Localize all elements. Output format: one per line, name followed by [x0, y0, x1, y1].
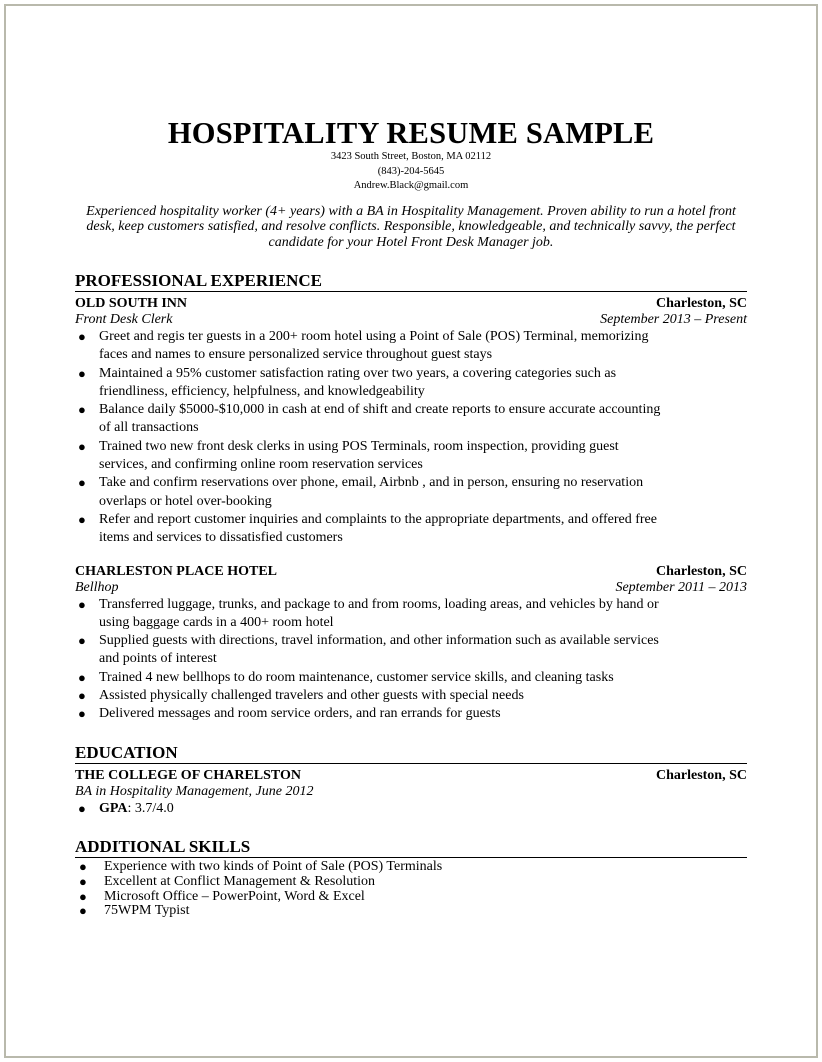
list-item: ● Refer and report customer inquiries and complaints to the appropriate departments, and offered free items and services to dissatisfied customers: [78, 511, 657, 546]
job-header: [75, 296, 747, 312]
list-item: ● Assisted physically challenged travelers and other guests with special needs: [99, 687, 747, 705]
bullet-icon: ●: [79, 903, 87, 919]
bullet-icon: ●: [78, 329, 86, 344]
job-bullets: [75, 596, 747, 724]
job-entry: [75, 296, 747, 548]
employer: OLD SOUTH INN: [75, 296, 188, 311]
education-section: [75, 744, 747, 818]
list-item: ● Transferred luggage, trunks, and package to and from rooms, loading areas, and vehicles by hand or using baggage cards in a 400+ room hotel: [78, 596, 659, 630]
school-location: Charleston, SC: [655, 767, 747, 783]
list-item: ● Delivered messages and room service orders, and ran errands for guests: [99, 705, 747, 723]
list-item: ● Balance daily $5000-$10,000 in cash at end of shift and create reports to ensure accurate accounting of all transactions: [78, 402, 661, 436]
bullet-icon: ●: [78, 800, 86, 816]
job-bullets: [75, 328, 747, 548]
bullet-icon: ●: [78, 402, 86, 418]
bullet-icon: ●: [79, 873, 87, 889]
job-role: Front Desk Clerk: [75, 312, 173, 327]
school-header: [75, 768, 747, 784]
job-header: [75, 564, 747, 580]
bullet-icon: ●: [78, 596, 86, 612]
school-name: THE COLLEGE OF CHARELSTON: [75, 767, 301, 783]
list-item: ● Trained two new front desk clerks in using POS Terminals, room inspection, providing guest services, and confirming online room reservation services: [78, 438, 619, 473]
list-item: ● Greet and regis ter guests in a 200+ room hotel using a Point of Sale (POS) Terminal, memorizing faces and names to ensure personalized service throughout guest stays: [78, 329, 649, 363]
skills-section: [75, 838, 747, 919]
address: 3423 South Street, Boston, MA 02112: [330, 151, 492, 162]
job-role: Bellhop: [75, 579, 119, 595]
list-item: ● Trained 4 new bellhops to do room maintenance, customer service skills, and cleaning tasks: [99, 669, 747, 687]
experience-section: [75, 272, 747, 724]
contact-block: [75, 150, 747, 194]
gpa-label: GPA: [99, 800, 128, 816]
list-item: ● Supplied guests with directions, travel information, and other information such as available services and points of interest: [78, 633, 659, 667]
bullet-icon: ●: [78, 511, 86, 527]
summary: Experienced hospitality worker (4+ years) with a BA in Hospitality Management. Proven ability to run a hotel front desk, keep customers satisfied, and resolve conflicts. Responsible, knowledgeable, and technically savvy, the perfect candidate for your Hotel Front Desk Manager job.: [86, 203, 736, 250]
bullet-icon: ●: [78, 438, 86, 454]
bullet-icon: ●: [78, 633, 86, 649]
list-item: ● Take and confirm reservations over phone, email, Airbnb , and in person, ensuring no reservation overlaps or hotel over-booking: [78, 475, 644, 509]
bullet-icon: ●: [78, 365, 86, 381]
section-heading: ADDITIONAL SKILLS: [75, 838, 747, 858]
resume-page: [75, 116, 747, 919]
job-subheader: [75, 312, 747, 327]
bullet-icon: ●: [79, 888, 87, 904]
job-entry: [75, 564, 747, 724]
phone: (843)-204-5645: [377, 165, 445, 177]
email: Andrew.Black@gmail.com: [353, 180, 469, 191]
job-dates: September 2011 – 2013: [615, 579, 747, 595]
resume-title: HOSPITALITY RESUME SAMPLE: [167, 116, 655, 150]
job-subheader: [75, 580, 747, 595]
job-location: Charleston, SC: [655, 563, 747, 579]
list-item: ● Experience with two kinds of Point of Sale (POS) Terminals: [79, 858, 443, 874]
bullet-icon: ●: [78, 688, 86, 704]
list-item: ● Maintained a 95% customer satisfaction rating over two years, a covering categories such as friendliness, efficiency, helpfulness, and knowledgeability: [78, 365, 617, 399]
list-item: ● Microsoft Office – PowerPoint, Word & Excel: [79, 888, 365, 904]
job-location: Charleston, SC: [655, 296, 747, 311]
education-bullets: [75, 800, 747, 818]
bullet-icon: ●: [78, 475, 86, 491]
bullet-icon: ●: [79, 858, 87, 874]
skills-list: [75, 860, 747, 919]
bullet-icon: ●: [78, 706, 86, 722]
degree-row: [75, 784, 747, 799]
bullet-icon: ●: [78, 669, 86, 685]
gpa-value: : 3.7/4.0: [127, 800, 174, 816]
section-heading: PROFESSIONAL EXPERIENCE: [75, 272, 747, 292]
list-item: ● 75WPM Typist: [79, 903, 190, 919]
job-dates: September 2013 – Present: [600, 312, 747, 327]
list-item: ● Excellent at Conflict Management & Resolution: [79, 873, 375, 889]
list-item: [78, 800, 747, 818]
section-heading: EDUCATION: [75, 744, 747, 764]
employer: CHARLESTON PLACE HOTEL: [75, 563, 278, 579]
degree: BA in Hospitality Management, June 2012: [75, 783, 314, 799]
